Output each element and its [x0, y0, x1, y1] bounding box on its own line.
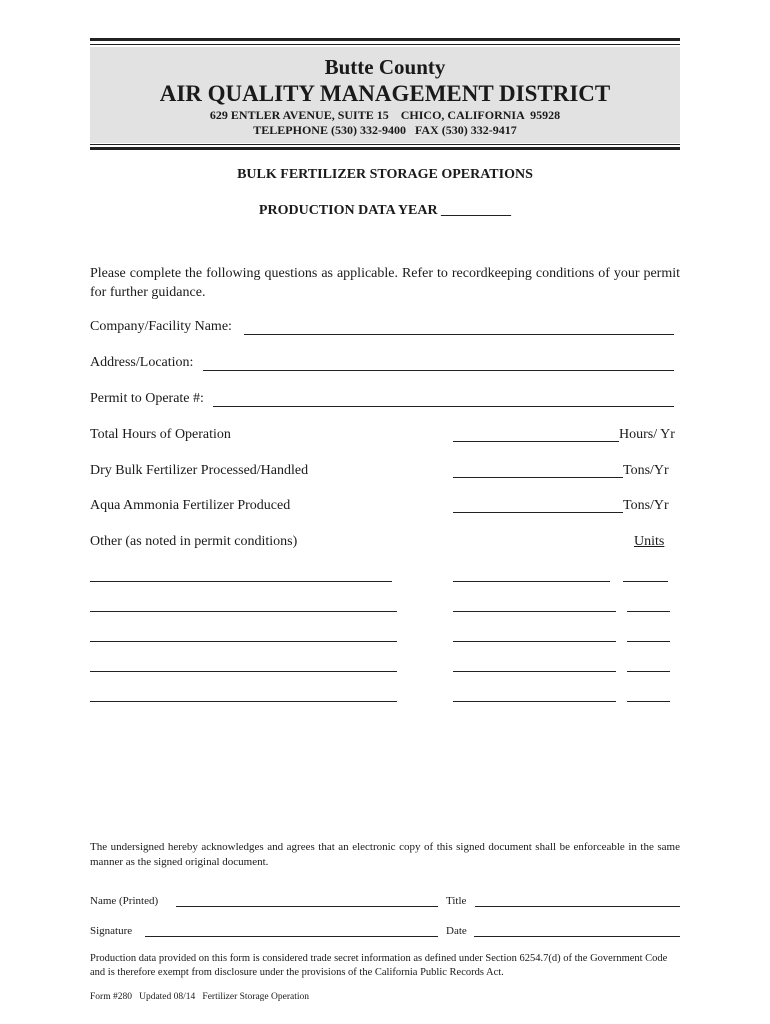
hours-unit: Hours/ Yr	[619, 427, 675, 442]
other-unit-line[interactable]	[627, 671, 670, 672]
other-item-line[interactable]	[90, 641, 397, 642]
other-unit-line[interactable]	[627, 641, 670, 642]
signature-input-line[interactable]	[145, 936, 438, 937]
aqua-ammonia-label: Aqua Ammonia Fertilizer Produced	[90, 498, 291, 513]
other-unit-line[interactable]	[627, 701, 670, 702]
county-name: Butte County	[324, 55, 446, 79]
form-identifier: Form #280 Updated 08/14 Fertilizer Storage Operation	[90, 992, 309, 1002]
units-header: Units	[634, 534, 665, 549]
title-input-line[interactable]	[475, 906, 680, 907]
dry-bulk-input-line[interactable]	[453, 477, 623, 478]
aqua-ammonia-unit: Tons/Yr	[623, 498, 669, 513]
company-input-line[interactable]	[244, 334, 674, 335]
form-title: BULK FERTILIZER STORAGE OPERATIONS	[237, 167, 533, 182]
name-printed-label: Name (Printed)	[90, 895, 159, 907]
other-item-line[interactable]	[90, 611, 397, 612]
other-amount-line[interactable]	[453, 611, 616, 612]
trade-secret-disclaimer: Production data provided on this form is considered trade secret information as defined under Section 6254.7(d) of the Government Code and is therefore exempt from disclosure under the provisions of the California Public Records Act.	[90, 953, 668, 978]
address-label: Address/Location:	[90, 355, 194, 370]
district-address: 629 ENTLER AVENUE, SUITE 15 CHICO, CALIFORNIA 95928	[209, 108, 561, 122]
header-bottom-rule-thick	[90, 147, 680, 150]
name-printed-input-line[interactable]	[176, 906, 438, 907]
other-amount-line[interactable]	[453, 641, 616, 642]
district-name: AIR QUALITY MANAGEMENT DISTRICT	[159, 81, 611, 106]
production-year-label: PRODUCTION DATA YEAR __________	[258, 203, 512, 218]
district-contact: TELEPHONE (530) 332-9400 FAX (530) 332-9417	[253, 123, 517, 137]
date-label: Date	[446, 925, 467, 937]
other-amount-line[interactable]	[453, 701, 616, 702]
header-bottom-rule-thin	[90, 144, 680, 145]
hours-label: Total Hours of Operation	[90, 427, 231, 442]
other-item-line[interactable]	[90, 581, 392, 582]
other-unit-line[interactable]	[627, 611, 670, 612]
acknowledgement-text: The undersigned hereby acknowledges and agrees that an electronic copy of this signed document shall be enforceable in the same manner as the signed original document.	[90, 841, 680, 868]
other-amount-line[interactable]	[453, 581, 610, 582]
dry-bulk-label: Dry Bulk Fertilizer Processed/Handled	[90, 463, 309, 478]
aqua-ammonia-input-line[interactable]	[453, 512, 623, 513]
signature-label: Signature	[90, 925, 133, 937]
dry-bulk-unit: Tons/Yr	[623, 463, 669, 478]
header-top-rule-thin	[90, 44, 680, 45]
company-label: Company/Facility Name:	[90, 319, 232, 334]
instructions: Please complete the following questions as applicable. Refer to recordkeeping conditions of your permit for further guidance.	[90, 266, 680, 300]
title-label: Title	[446, 895, 467, 907]
other-item-line[interactable]	[90, 701, 397, 702]
date-input-line[interactable]	[474, 936, 680, 937]
permit-input-line[interactable]	[213, 406, 674, 407]
other-unit-line[interactable]	[623, 581, 668, 582]
other-amount-line[interactable]	[453, 671, 616, 672]
header-top-rule-thick	[90, 38, 680, 41]
other-item-line[interactable]	[90, 671, 397, 672]
other-label: Other (as noted in permit conditions)	[90, 534, 298, 549]
permit-label: Permit to Operate #:	[90, 391, 204, 406]
hours-input-line[interactable]	[453, 441, 619, 442]
address-input-line[interactable]	[203, 370, 674, 371]
